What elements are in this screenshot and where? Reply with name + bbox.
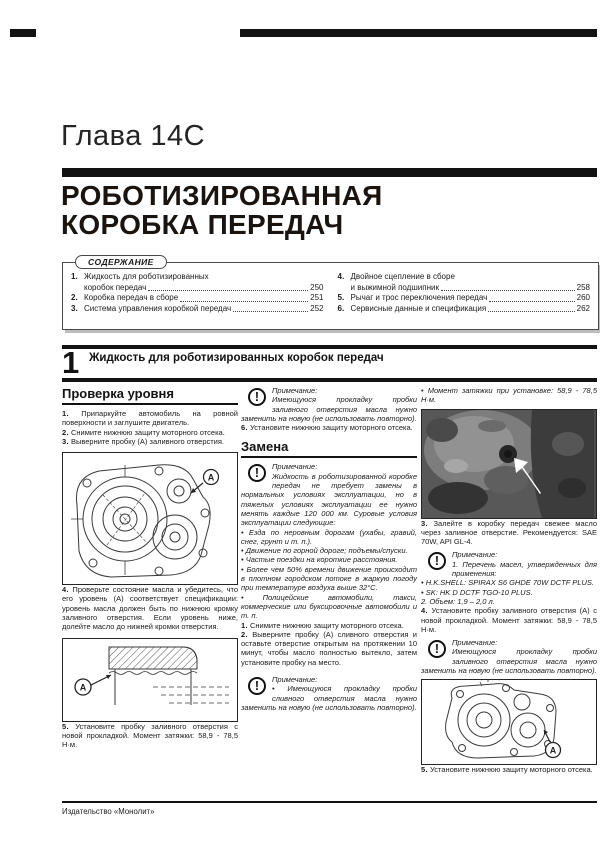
svg-text:А: А — [79, 682, 87, 693]
note-label: Примечание: — [272, 386, 318, 395]
step: 4. Проверьте состояние масла и убедитесь, что его уровень (А) соответствует спецификации: уровень масла должен быть по нижнюю кромку заливного отверстия. Если уровень ниже, долейте масло до нижней кромки отверстия. — [62, 585, 238, 632]
subheading-level-check: Проверка уровня — [62, 386, 238, 405]
filler-plug-photo — [421, 409, 597, 519]
column-left — [62, 386, 238, 750]
step: 5. Установите нижнюю защиту моторного отсека. — [421, 765, 593, 775]
toc-box — [62, 257, 599, 330]
step: 3. Выверните пробку (А) заливного отверстия. — [62, 436, 225, 446]
transmission-cross-section-figure — [62, 452, 238, 585]
toc-header: СОДЕРЖАНИЕ — [75, 255, 167, 269]
footer-rule — [62, 801, 597, 803]
toc-column-left — [71, 272, 324, 314]
header-tab-left — [10, 29, 36, 37]
note-box — [241, 462, 417, 620]
note-label: Примечание: — [452, 638, 498, 648]
note-text: Жидкость в роботизированной коробке передач не требует замены в нормальных условиях эксплуатации, но в тяжелых условиях эксплуатации ее нужно менять каждые 120 000 км. Суровые условия эксплуатации следующие: — [241, 471, 417, 528]
torque-note: • Момент затяжки при установке: 58,9 - 78,5 Н·м. — [421, 386, 597, 405]
note-bullet: • Более чем 50% времени движение происходит в плотном городском потоке в жаркую погоду при температуре воздуха выше 32°С. — [241, 564, 417, 593]
note-text: Имеющуюся прокладку пробки заливного отверстия масла нужно заменить на новую (не использовать повторно). — [241, 395, 417, 423]
toc-entry: 6. Сервисные данные и спецификация 262 — [337, 303, 590, 313]
note-bullet: • Полицейские автомобили, такси, коммерческие или буксировочные автомобили и т. п. — [241, 592, 417, 621]
publisher-credit: Издательство «Монолит» — [62, 807, 155, 816]
note-box — [241, 386, 417, 423]
warning-exclamation-icon: ! — [248, 677, 266, 695]
dot-leader — [233, 304, 308, 313]
note-bullet: • H.K.SHELL: SPIRAX S6 GHDE 70W DCTF PLUS. — [421, 578, 594, 588]
column-middle — [241, 386, 417, 712]
note-bullet: • Езда по неровным дорогам (ухабы, гравий, снег, грунт и т. п.). — [241, 527, 417, 546]
transmission-cross-section-drawing — [63, 453, 235, 584]
note-box — [241, 675, 417, 712]
transmission-front-drawing — [422, 680, 594, 764]
step: 2. Выверните пробку (А) сливного отверстия и оставьте отверстие открытым на протяжении 10 минут, чтобы масло полностью вытекло, затем установите пробку на место. — [241, 629, 417, 667]
page-title — [61, 181, 383, 239]
warning-exclamation-icon: ! — [428, 552, 446, 570]
note-bullet: • Движение по горной дороге; подъемы/спуски. — [241, 546, 408, 556]
filler-plug-level-drawing — [63, 639, 235, 721]
engine-bay-photo — [422, 410, 594, 518]
note-box — [421, 550, 597, 606]
note-text: 2. Объем: 1,9 – 2,0 л. — [421, 596, 495, 606]
callout-A — [191, 470, 219, 494]
warning-exclamation-icon: ! — [248, 388, 266, 406]
toc-entry: 1. Жидкость для роботизированных коробок передач 250 — [71, 272, 324, 292]
svg-text:А: А — [207, 472, 215, 483]
svg-text:А: А — [549, 745, 557, 756]
note-text: 1. Перечень масел, утвержденных для применения: — [452, 559, 597, 579]
toc-entry: 5. Рычаг и трос переключения передач 260 — [337, 293, 590, 302]
subheading-replacement: Замена — [241, 439, 417, 458]
dot-leader — [489, 293, 574, 302]
step: 2. Снимите нижнюю защиту моторного отсека. — [62, 427, 225, 437]
chapter-label: Глава 14С — [61, 120, 206, 152]
step: 6. Установите нижнюю защиту моторного отсека. — [241, 423, 413, 433]
toc-column-right — [338, 272, 591, 314]
note-bullet: • SK: HK D DCTF TGO-10 PLUS. — [421, 587, 533, 597]
page-title-line1: РОБОТИЗИРОВАННАЯ — [61, 180, 383, 211]
section-title: Жидкость для роботизированных коробок передач — [89, 352, 384, 364]
step: 4. Установите пробку заливного отверстия (А) с новой прокладкой. Момент затяжки: 58,9 - 78,5 Н·м. — [421, 606, 597, 634]
callout-A — [75, 675, 111, 695]
dot-leader — [148, 283, 308, 292]
dot-leader — [488, 304, 574, 313]
step: 5. Установите пробку заливного отверстия с новой прокладкой. Момент затяжки: 58,9 - 78,5 Н·м. — [62, 721, 238, 750]
step: 1. Припаркуйте автомобиль на ровной поверхности и заглушите двигатель. — [62, 409, 238, 428]
section-number: 1 — [62, 345, 80, 380]
note-bullet: • Частые поездки на короткие расстояния. — [241, 555, 398, 565]
toc-entry: 4. Двойное сцепление в сборе и выжимной подшипник 258 — [337, 272, 590, 292]
note-text: • Имеющуюся прокладку пробки сливного отверстия масла нужно заменить на новую (не использовать повторно). — [241, 684, 417, 712]
warning-exclamation-icon: ! — [428, 640, 446, 658]
toc-entry: 3. Система управления коробкой передач 252 — [71, 303, 324, 313]
dot-leader — [441, 283, 575, 292]
filler-plug-level-figure — [62, 638, 238, 722]
note-label: Примечание: — [272, 675, 318, 685]
section-header — [62, 345, 597, 382]
note-text: Имеющуюся прокладку пробки заливного отверстия масла нужно заменить на новую (не использовать повторно). — [421, 647, 597, 676]
title-rule — [62, 168, 597, 177]
transmission-front-figure — [421, 679, 597, 765]
step: 1. Снимите нижнюю защиту моторного отсека. — [241, 620, 404, 630]
toc-entry: 2. Коробка передач в сборе 251 — [71, 293, 324, 302]
callout-A — [544, 730, 561, 758]
warning-exclamation-icon: ! — [248, 464, 266, 482]
step: 3. Залейте в коробку передач свежее масло через заливное отверстие. Рекомендуется: SAE 70W, API GL-4. — [421, 518, 597, 547]
note-label: Примечание: — [452, 550, 498, 560]
page-title-line2: КОРОБКА ПЕРЕДАЧ — [61, 209, 344, 240]
note-box — [421, 638, 597, 675]
header-tab-right — [240, 29, 597, 37]
note-label: Примечание: — [272, 462, 318, 472]
column-right — [421, 386, 597, 775]
dot-leader — [180, 293, 308, 302]
